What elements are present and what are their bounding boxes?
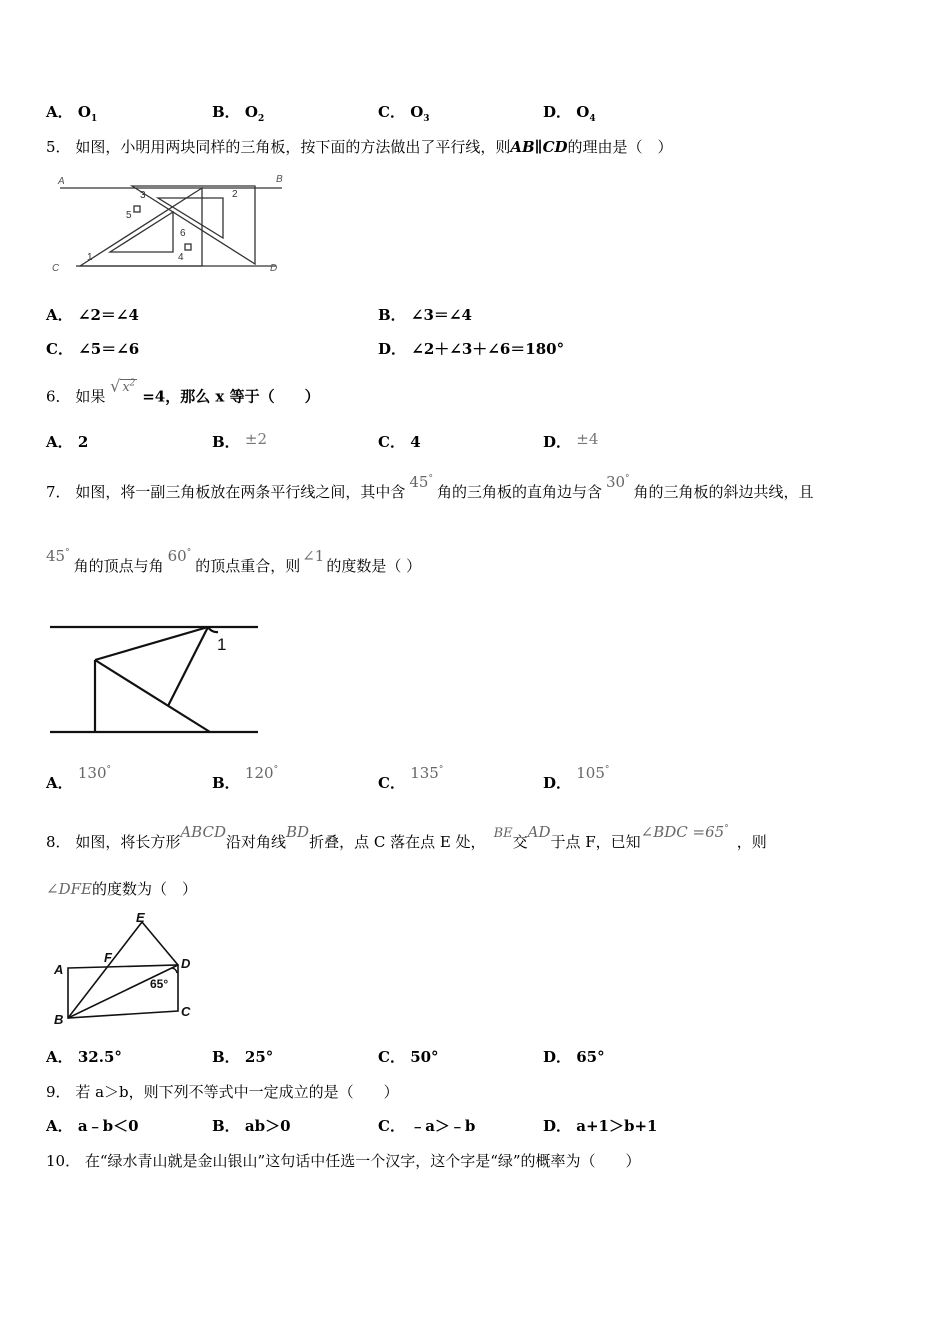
q8-option-a[interactable]: A． 32.5°: [46, 1048, 122, 1066]
label-1: 1: [87, 252, 93, 263]
triangle-right-inner: [158, 198, 223, 238]
q8-stem-line1: 8． 如图，将长方形ABCD沿对角线BD折叠，点 C 落在点 E 处， BE交AD于点 F，已知∠BDC =65°，则: [46, 823, 767, 851]
label-2: 2: [232, 189, 238, 200]
q5-option-c[interactable]: C． ∠5＝∠6: [46, 340, 140, 358]
label-c: C: [52, 263, 60, 274]
right-angle-mark: [134, 206, 140, 212]
label-e: E: [136, 910, 145, 925]
label-b: B: [54, 1012, 64, 1027]
q8-option-c[interactable]: C． 50°: [378, 1048, 439, 1066]
q9-option-a[interactable]: A． a﹣b＜0: [46, 1117, 139, 1135]
q9-option-d[interactable]: D． a+1＞b+1: [543, 1117, 658, 1135]
q6-option-a[interactable]: A． 2: [46, 433, 89, 451]
angle-mark: [172, 968, 177, 973]
q9-stem: 9． 若 a＞b，则下列不等式中一定成立的是（ ）: [46, 1083, 399, 1101]
q9-option-c[interactable]: C． ﹣a＞﹣b: [378, 1117, 476, 1135]
q7-option-b[interactable]: B． 120°: [212, 764, 279, 792]
q8-figure: [50, 910, 210, 1030]
label-65-degrees: 65°: [150, 977, 169, 991]
sqrt-expression: √ $x^2$: [110, 376, 136, 396]
triangle-30-short-side: [95, 627, 208, 660]
triangle-45-hypotenuse: [95, 660, 210, 732]
right-angle-mark: [185, 244, 191, 250]
q7-stem-line2: 45°角的顶点与角60°的顶点重合，则∠1的度数是（ ）: [46, 547, 422, 575]
label-a: A: [54, 962, 64, 977]
diagonal-bd: [68, 965, 178, 1018]
q5-option-a[interactable]: A． ∠2＝∠4: [46, 306, 139, 324]
q9-option-b[interactable]: B． ab＞0: [212, 1117, 291, 1135]
label-6: 6: [180, 228, 186, 239]
label-b: B: [276, 174, 283, 185]
label-c: C: [181, 1004, 191, 1019]
q6-option-b[interactable]: B． ±2: [212, 430, 268, 451]
label-d: D: [270, 263, 278, 274]
q8-option-b[interactable]: B． 25°: [212, 1048, 274, 1066]
q7-option-d[interactable]: D． 105°: [543, 764, 610, 792]
q8-option-d[interactable]: D． 65°: [543, 1048, 605, 1066]
q4-option-c[interactable]: C． $O_3$: [378, 103, 430, 124]
triangle-left-inner: [110, 212, 173, 252]
segment-ed: [142, 922, 178, 965]
q5-option-b[interactable]: B． ∠3＝∠4: [378, 306, 472, 324]
q5-stem: 5． 如图，小明用两块同样的三角板，按下面的方法做出了平行线，则AB∥CD的理由是（ ）: [46, 138, 673, 156]
q4-option-b[interactable]: B． $O_2$: [212, 103, 265, 124]
label-5: 5: [126, 210, 132, 221]
label-f: F: [104, 950, 112, 965]
q4-option-a[interactable]: A． $O_1$: [46, 103, 98, 124]
q7-option-a[interactable]: A． 130°: [46, 764, 112, 792]
q7-stem-line1: 7． 如图，将一副三角板放在两条平行线之间，其中含45°角的三角板的直角边与含30°角的三角板的斜边共线，且: [46, 473, 814, 501]
q6-option-d[interactable]: D． ±4: [543, 430, 599, 451]
q7-option-c[interactable]: C． 135°: [378, 764, 444, 792]
q4-option-d[interactable]: D． $O_4$: [543, 103, 596, 124]
q6-stem: 6． 如果 √ $x^2 =4$，那么 x 等于（ ）: [46, 384, 320, 408]
q5-figure: [50, 168, 290, 278]
label-angle-1: 1: [217, 635, 227, 654]
q10-stem: 10． 在“绿水青山就是金山银山”这句话中任选一个汉字，这个字是“绿”的概率为（ ）: [46, 1152, 641, 1170]
label-d: D: [181, 956, 191, 971]
q5-option-d[interactable]: D． ∠2＋∠3＋∠6＝180°: [378, 340, 565, 358]
q8-stem-line2: ∠DFE的度数为（ ）: [46, 880, 197, 898]
label-a: A: [58, 176, 65, 187]
triangle-30-long-side: [168, 627, 208, 706]
q7-figure: [48, 618, 263, 738]
segment-be: [68, 922, 142, 1018]
label-3: 3: [140, 190, 146, 201]
label-4: 4: [178, 252, 184, 263]
q6-option-c[interactable]: C． 4: [378, 433, 421, 451]
